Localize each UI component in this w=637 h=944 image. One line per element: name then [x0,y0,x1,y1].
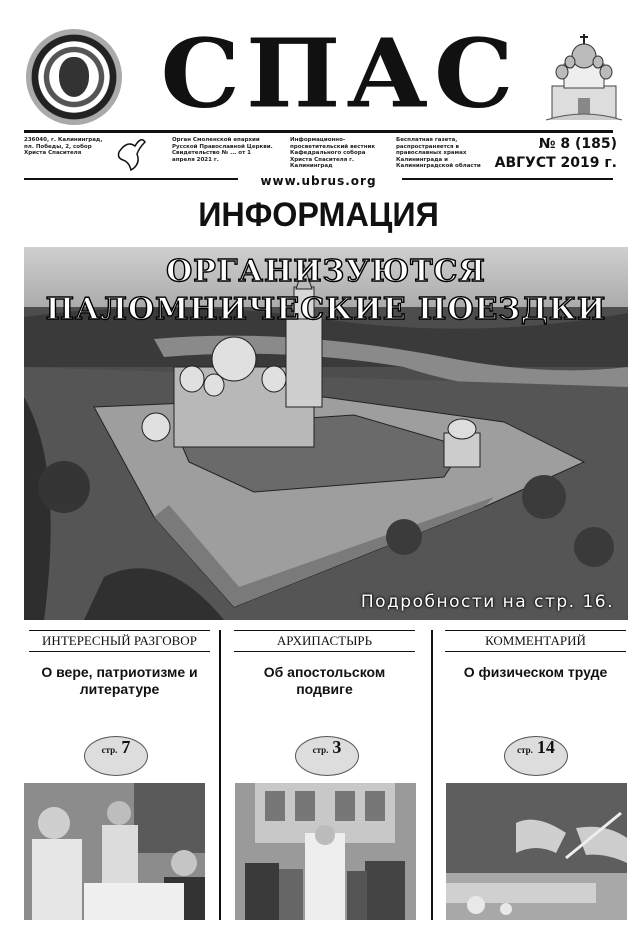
rubric-label: ИНТЕРЕСНЫЙ РАЗГОВОР [29,630,210,652]
lead-headline: ОРГАНИЗУЮТСЯ ПАЛОМНИЧЕСКИЕ ПОЕЗДКИ [45,254,607,327]
dove-icon [115,134,149,174]
page-number: 3 [332,737,342,757]
page-reference-badge[interactable] [295,736,359,776]
publisher-address: 236040, г. Калининград, пл. Победы, 2, собор Христа Спасителя [24,137,103,156]
teaser-headline[interactable]: О вере, патриотизме и литературе [41,664,198,697]
issue-date: АВГУСТ 2019 г. [494,155,617,171]
website-link[interactable]: www.ubrus.org [260,174,377,188]
page-number: 14 [536,737,555,757]
interview-photo [24,783,205,920]
rubric-label: КОММЕНТАРИЙ [445,630,626,652]
teaser-column-1[interactable] [29,630,210,698]
page-prefix: стр. [517,745,533,755]
woodcarving-photo [446,783,627,920]
distribution-note: Бесплатная газета, распространяется в православных храмах Калининграда и Калининградской области [396,137,481,169]
page-prefix: стр. [101,745,118,755]
christ-icon-emblem [26,29,122,125]
issue-number: № 8 (185) [538,136,617,152]
publisher-info: Орган Смоленской епархии Русской Православной Церкви. Свидетельство № ... от 1 апреля 2021 г. [172,137,273,163]
masthead-rule-top [24,130,613,133]
publication-description: Информационно-просветительский вестник Кафедрального собора Христа Спасителя г. Калининград [290,137,376,169]
page-prefix: стр. [312,745,329,755]
page-reference-badge[interactable] [84,736,148,776]
bishop-service-photo [235,783,416,920]
lead-caption: Подробности на стр. 16. [360,592,614,612]
section-title: ИНФОРМАЦИЯ [198,196,439,234]
page-reference-badge[interactable] [504,736,568,776]
page-number: 7 [121,737,131,757]
monastery-photo [24,247,628,620]
column-separator [219,630,221,920]
teaser-headline[interactable]: Об апостольском подвиге [263,664,386,697]
cathedral-illustration [544,26,624,124]
teaser-headline[interactable]: О физическом труде [463,664,608,680]
issue-info [495,135,617,173]
teaser-column-2[interactable] [234,630,415,698]
column-separator [431,630,433,920]
newspaper-title: СПАС [160,16,520,130]
rubric-label: АРХИПАСТЫРЬ [234,630,415,652]
teaser-column-3[interactable] [445,630,626,681]
